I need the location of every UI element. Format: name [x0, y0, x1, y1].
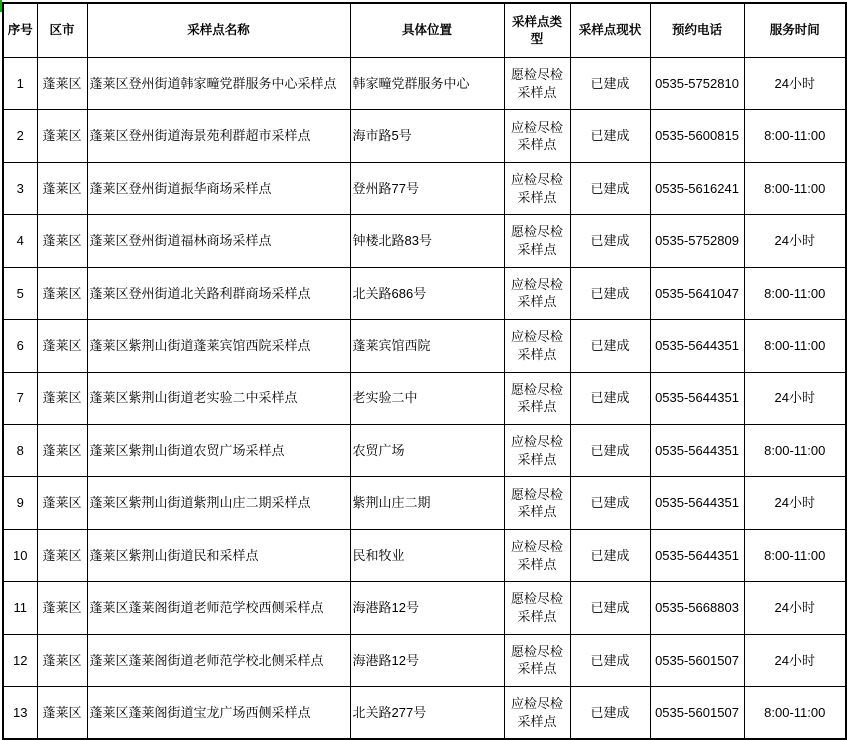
cell-location: 海市路5号	[350, 110, 504, 162]
cell-index: 2	[3, 110, 37, 162]
cell-district: 蓬莱区	[37, 582, 87, 634]
cell-location: 紫荆山庄二期	[350, 477, 504, 529]
cell-type: 愿检尽检采样点	[504, 58, 570, 110]
cell-location: 农贸广场	[350, 424, 504, 476]
cell-type: 愿检尽检采样点	[504, 372, 570, 424]
cell-district: 蓬莱区	[37, 529, 87, 581]
cell-status: 已建成	[570, 424, 650, 476]
cell-type: 应检尽检采样点	[504, 320, 570, 372]
cell-status: 已建成	[570, 267, 650, 319]
cell-phone: 0535-5644351	[650, 529, 744, 581]
cell-name: 蓬莱区登州街道北关路利群商场采样点	[87, 267, 350, 319]
table-row	[3, 320, 846, 372]
cell-phone: 0535-5601507	[650, 634, 744, 686]
cell-phone: 0535-5644351	[650, 372, 744, 424]
cell-index: 7	[3, 372, 37, 424]
cell-status: 已建成	[570, 529, 650, 581]
cell-location: 北关路686号	[350, 267, 504, 319]
cell-hours: 8:00-11:00	[744, 110, 846, 162]
cell-name: 蓬莱区蓬莱阁街道宝龙广场西侧采样点	[87, 687, 350, 739]
table-row	[3, 372, 846, 424]
cell-district: 蓬莱区	[37, 477, 87, 529]
cell-status: 已建成	[570, 582, 650, 634]
cell-location: 老实验二中	[350, 372, 504, 424]
cell-index: 1	[3, 58, 37, 110]
col-header-type: 采样点类型	[504, 3, 570, 58]
cell-type: 应检尽检采样点	[504, 424, 570, 476]
cell-type: 应检尽检采样点	[504, 110, 570, 162]
cell-status: 已建成	[570, 687, 650, 739]
sampling-points-table	[2, 2, 847, 740]
cell-district: 蓬莱区	[37, 372, 87, 424]
cell-index: 8	[3, 424, 37, 476]
cell-status: 已建成	[570, 477, 650, 529]
table-row	[3, 215, 846, 267]
cell-phone: 0535-5644351	[650, 320, 744, 372]
cell-phone: 0535-5600815	[650, 110, 744, 162]
table-row	[3, 267, 846, 319]
cell-district: 蓬莱区	[37, 215, 87, 267]
cell-name: 蓬莱区紫荆山街道老实验二中采样点	[87, 372, 350, 424]
table-row	[3, 687, 846, 739]
col-header-district: 区市	[37, 3, 87, 58]
cell-hours: 8:00-11:00	[744, 529, 846, 581]
cell-name: 蓬莱区紫荆山街道民和采样点	[87, 529, 350, 581]
cell-phone: 0535-5752810	[650, 58, 744, 110]
cell-location: 钟楼北路83号	[350, 215, 504, 267]
cell-hours: 8:00-11:00	[744, 687, 846, 739]
table-row	[3, 110, 846, 162]
col-header-hours: 服务时间	[744, 3, 846, 58]
cell-hours: 24小时	[744, 58, 846, 110]
cell-index: 10	[3, 529, 37, 581]
cell-name: 蓬莱区登州街道福林商场采样点	[87, 215, 350, 267]
cell-location: 北关路277号	[350, 687, 504, 739]
cell-district: 蓬莱区	[37, 110, 87, 162]
cell-location: 海港路12号	[350, 634, 504, 686]
cell-district: 蓬莱区	[37, 687, 87, 739]
cell-phone: 0535-5616241	[650, 162, 744, 214]
table-body	[3, 58, 846, 740]
cell-name: 蓬莱区蓬莱阁街道老师范学校西侧采样点	[87, 582, 350, 634]
cell-index: 4	[3, 215, 37, 267]
cell-hours: 8:00-11:00	[744, 424, 846, 476]
cell-name: 蓬莱区紫荆山街道紫荆山庄二期采样点	[87, 477, 350, 529]
cell-location: 民和牧业	[350, 529, 504, 581]
table-row	[3, 58, 846, 110]
cell-phone: 0535-5644351	[650, 424, 744, 476]
cell-index: 13	[3, 687, 37, 739]
table-row	[3, 529, 846, 581]
table-row	[3, 582, 846, 634]
cell-index: 11	[3, 582, 37, 634]
cell-status: 已建成	[570, 110, 650, 162]
cell-district: 蓬莱区	[37, 58, 87, 110]
cell-name: 蓬莱区紫荆山街道蓬莱宾馆西院采样点	[87, 320, 350, 372]
cell-status: 已建成	[570, 58, 650, 110]
cell-phone: 0535-5752809	[650, 215, 744, 267]
cell-hours: 24小时	[744, 477, 846, 529]
cell-hours: 24小时	[744, 372, 846, 424]
cell-type: 应检尽检采样点	[504, 529, 570, 581]
cell-location: 登州路77号	[350, 162, 504, 214]
cell-index: 12	[3, 634, 37, 686]
cell-hours: 24小时	[744, 582, 846, 634]
cell-name: 蓬莱区紫荆山街道农贸广场采样点	[87, 424, 350, 476]
cell-district: 蓬莱区	[37, 424, 87, 476]
cell-status: 已建成	[570, 372, 650, 424]
cell-phone: 0535-5641047	[650, 267, 744, 319]
cell-name: 蓬莱区登州街道振华商场采样点	[87, 162, 350, 214]
cell-phone: 0535-5601507	[650, 687, 744, 739]
cell-status: 已建成	[570, 634, 650, 686]
cell-hours: 24小时	[744, 634, 846, 686]
cell-status: 已建成	[570, 320, 650, 372]
cell-hours: 8:00-11:00	[744, 267, 846, 319]
col-header-name: 采样点名称	[87, 3, 350, 58]
cell-district: 蓬莱区	[37, 162, 87, 214]
cell-status: 已建成	[570, 215, 650, 267]
col-header-phone: 预约电话	[650, 3, 744, 58]
cell-type: 愿检尽检采样点	[504, 215, 570, 267]
cell-location: 蓬莱宾馆西院	[350, 320, 504, 372]
cell-hours: 8:00-11:00	[744, 320, 846, 372]
table-row	[3, 424, 846, 476]
cell-index: 9	[3, 477, 37, 529]
cell-index: 6	[3, 320, 37, 372]
header-row	[3, 3, 846, 58]
table-row	[3, 162, 846, 214]
cell-location: 海港路12号	[350, 582, 504, 634]
cell-type: 应检尽检采样点	[504, 267, 570, 319]
cell-phone: 0535-5668803	[650, 582, 744, 634]
col-header-location: 具体位置	[350, 3, 504, 58]
cell-index: 3	[3, 162, 37, 214]
cell-type: 愿检尽检采样点	[504, 582, 570, 634]
cell-district: 蓬莱区	[37, 267, 87, 319]
cell-type: 愿检尽检采样点	[504, 634, 570, 686]
screenshot-edge-artifact	[0, 0, 2, 12]
cell-type: 应检尽检采样点	[504, 162, 570, 214]
table-row	[3, 634, 846, 686]
cell-district: 蓬莱区	[37, 634, 87, 686]
cell-name: 蓬莱区登州街道韩家疃党群服务中心采样点	[87, 58, 350, 110]
col-header-index: 序号	[3, 3, 37, 58]
cell-hours: 24小时	[744, 215, 846, 267]
cell-district: 蓬莱区	[37, 320, 87, 372]
cell-status: 已建成	[570, 162, 650, 214]
cell-hours: 8:00-11:00	[744, 162, 846, 214]
cell-name: 蓬莱区登州街道海景苑利群超市采样点	[87, 110, 350, 162]
cell-type: 愿检尽检采样点	[504, 477, 570, 529]
cell-location: 韩家疃党群服务中心	[350, 58, 504, 110]
cell-name: 蓬莱区蓬莱阁街道老师范学校北侧采样点	[87, 634, 350, 686]
col-header-status: 采样点现状	[570, 3, 650, 58]
table-row	[3, 477, 846, 529]
cell-phone: 0535-5644351	[650, 477, 744, 529]
cell-type: 应检尽检采样点	[504, 687, 570, 739]
cell-index: 5	[3, 267, 37, 319]
